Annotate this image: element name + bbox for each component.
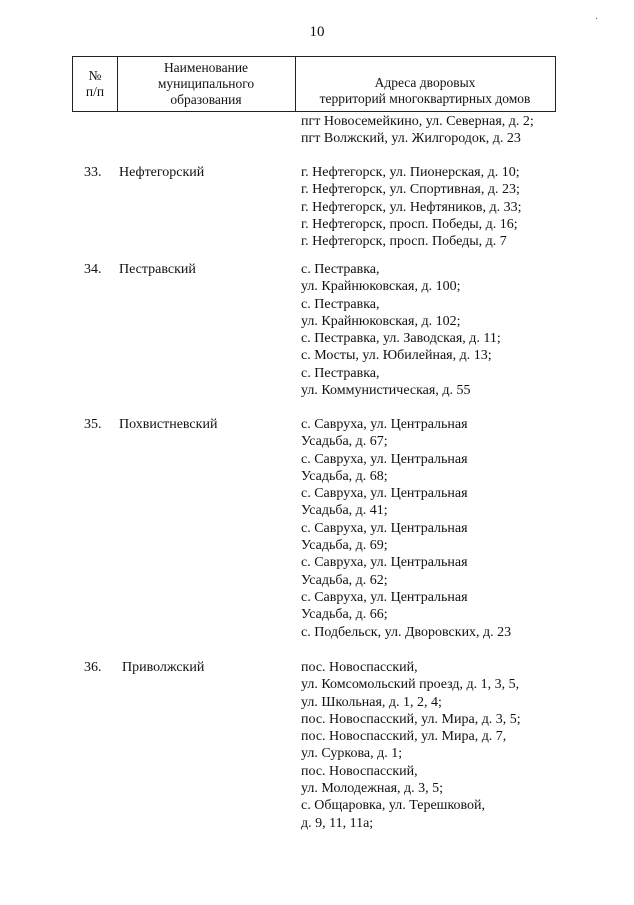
address-line: г. Нефтегорск, просп. Победы, д. 16;	[301, 216, 518, 232]
address-line: с. Общаровка, ул. Терешковой,	[301, 798, 486, 814]
address-line: с. Мосты, ул. Юбилейная, д. 13;	[301, 348, 492, 364]
header-addresses: Адреса дворовых территорий многоквартирных домов	[319, 75, 531, 106]
address-line: с. Пестравка,	[301, 365, 380, 381]
address-line: пгт Новосемейкино, ул. Северная, д. 2;	[301, 114, 534, 129]
row-municipality: Пестравский	[119, 262, 196, 277]
address-line: г. Нефтегорск, просп. Победы, д. 7	[301, 234, 507, 250]
address-line: д. 9, 11, 11а;	[301, 815, 374, 831]
address-line: Усадьба, д. 67;	[301, 434, 388, 450]
address-line: с. Савруха, ул. Центральная	[301, 589, 468, 605]
address-line: ул. Коммунистическая, д. 55	[301, 383, 471, 399]
address-line: Усадьба, д. 68;	[301, 468, 388, 484]
scan-speck: ·	[595, 14, 599, 25]
address-line: ул. Крайнюковская, д. 100;	[301, 279, 461, 295]
row-municipality: Нефтегорский	[119, 165, 205, 180]
address-line: с. Савруха, ул. Центральная	[301, 417, 468, 432]
address-line: г. Нефтегорск, ул. Спортивная, д. 23;	[301, 182, 520, 198]
address-line: пос. Новоспасский, ул. Мира, д. 3, 5;	[301, 711, 521, 727]
table-header	[72, 56, 556, 112]
header-municipality: Наименование муниципального образования	[117, 57, 296, 111]
address-line: с. Пестравка,	[301, 296, 380, 312]
address-line: с. Савруха, ул. Центральная	[301, 520, 468, 536]
address-line: с. Савруха, ул. Центральная	[301, 451, 468, 467]
address-line: ул. Комсомольский проезд, д. 1, 3, 5,	[301, 677, 520, 693]
address-line: ул. Школьная, д. 1, 2, 4;	[301, 694, 442, 710]
address-line: с. Пестравка,	[301, 262, 380, 277]
address-line: Усадьба, д. 62;	[301, 572, 388, 588]
row-number: 33.	[84, 165, 102, 180]
address-line: с. Подбельск, ул. Дворовских, д. 23	[301, 624, 512, 640]
address-line: с. Савруха, ул. Центральная	[301, 486, 468, 502]
address-line: Усадьба, д. 41;	[301, 503, 388, 519]
address-line: пгт Волжский, ул. Жилгородок, д. 23	[301, 131, 521, 147]
address-line: пос. Новоспасский, ул. Мира, д. 7,	[301, 729, 507, 745]
continuation-list	[301, 113, 534, 148]
row-number: 36.	[84, 660, 102, 675]
row-municipality: Приволжский	[122, 660, 205, 675]
address-line: Усадьба, д. 69;	[301, 538, 388, 554]
address-line: пос. Новоспасский,	[301, 763, 418, 779]
row-number: 34.	[84, 262, 102, 277]
row-addresses	[301, 261, 501, 399]
address-line: ул. Крайнюковская, д. 102;	[301, 313, 461, 329]
row-addresses	[301, 164, 521, 250]
row-addresses	[301, 659, 521, 832]
address-line: пос. Новоспасский,	[301, 660, 418, 675]
address-line: Усадьба, д. 66;	[301, 607, 388, 623]
header-number: № п/п	[73, 57, 118, 111]
page-number: 10	[309, 24, 325, 40]
address-line: ул. Молодежная, д. 3, 5;	[301, 781, 444, 797]
address-line: г. Нефтегорск, ул. Пионерская, д. 10;	[301, 165, 520, 180]
row-addresses	[301, 416, 511, 641]
address-line: г. Нефтегорск, ул. Нефтяников, д. 33;	[301, 199, 522, 215]
row-number: 35.	[84, 417, 102, 432]
address-line: ул. Суркова, д. 1;	[301, 746, 403, 762]
address-line: с. Пестравка, ул. Заводская, д. 11;	[301, 331, 501, 347]
row-municipality: Похвистневский	[119, 417, 218, 432]
address-line: с. Савруха, ул. Центральная	[301, 555, 468, 571]
